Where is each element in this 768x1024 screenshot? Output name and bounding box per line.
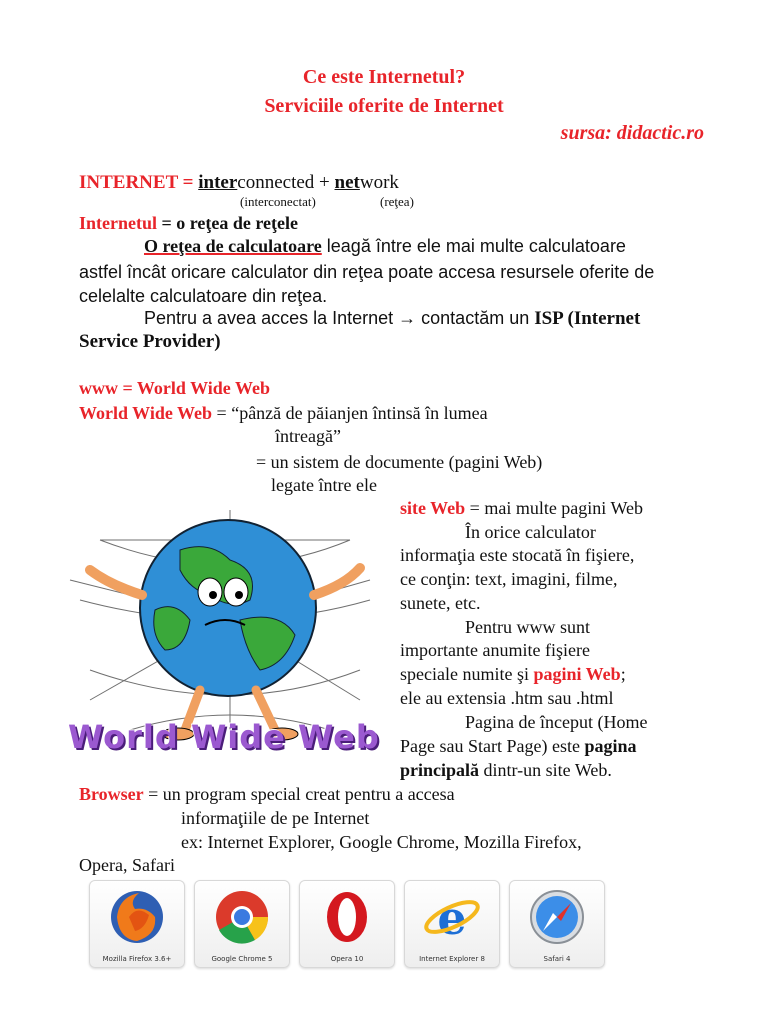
world-wide-web-caption: World Wide Web: [68, 718, 380, 756]
inter-prefix: inter: [198, 172, 238, 193]
para1-line3: celelalte calculatoare din reţea.: [79, 286, 328, 306]
www-definition-2: = un sistem de documente (pagini Web): [256, 452, 543, 472]
net-prefix: net: [334, 172, 360, 193]
safari-icon: [527, 887, 587, 947]
www-definition-2b: legate între ele: [271, 475, 377, 495]
connected-text: connected +: [237, 172, 335, 193]
www-p2: informaţia este stocată în fişiere,: [400, 545, 635, 565]
retea-calculatoare-term: O reţea de calculatoare: [144, 236, 322, 256]
para1-line1: [144, 236, 626, 257]
safari-caption: Safari 4: [543, 955, 571, 963]
para1-line2: astfel încât oricare calculator din reţea poate accesa resursele oferite de: [79, 262, 655, 282]
site-web-label: site Web: [400, 498, 466, 518]
page-subtitle: Serviciile oferite de Internet: [264, 95, 504, 117]
pagini-web-term: pagini Web: [533, 664, 621, 684]
browser-def-text: = un program special creat pentru a accesa: [143, 784, 455, 804]
internetul-definition: [79, 213, 298, 234]
pagina-term: pagina: [584, 736, 637, 756]
chrome-caption: Google Chrome 5: [211, 955, 273, 963]
firefox-caption: Mozilla Firefox 3.6+: [102, 955, 172, 963]
browser-label: Browser: [79, 784, 144, 804]
firefox-card: [89, 880, 185, 968]
www-p8: ele au extensia .htm sau .html: [400, 688, 614, 708]
www-p1: În orice calculator: [465, 522, 596, 542]
www-p9: Pagina de început (Home: [465, 712, 648, 732]
opera-icon: [317, 887, 377, 947]
chrome-card: [194, 880, 290, 968]
www-p11: [400, 760, 612, 781]
principala-term: principală: [400, 760, 480, 780]
www-p7-end: ;: [620, 664, 626, 684]
internetul-text: = o reţea de reţele: [157, 213, 299, 233]
isp-term: ISP (Internet: [534, 308, 641, 329]
site-web-text: = mai multe pagini Web: [465, 498, 644, 518]
browser-definition: [79, 784, 455, 805]
opera-card: [299, 880, 395, 968]
world-wide-web-image: [60, 500, 380, 770]
www-p6: importante anumite fişiere: [400, 640, 590, 660]
www-p7-text: speciale numite şi: [400, 664, 534, 684]
www-def-text: = “pânză de păianjen întinsă în lumea: [212, 403, 488, 423]
internet-etymology: [79, 172, 399, 194]
note-retea: (reţea): [380, 194, 414, 209]
www-label: World Wide Web: [79, 403, 213, 423]
www-p10-text: Page sau Start Page) este: [400, 736, 585, 756]
para2-text: Pentru a avea acces la Internet → contactăm un: [144, 308, 535, 328]
ie-icon: [422, 887, 482, 947]
para1-rest: leagă între ele mai multe calculatoare: [321, 236, 626, 256]
www-p10: [400, 736, 636, 757]
www-definition-1b: întreagă”: [275, 426, 341, 446]
para2-line1: [144, 308, 640, 330]
safari-card: [509, 880, 605, 968]
browser-examples-1: ex: Internet Explorer, Google Chrome, Mozilla Firefox,: [181, 832, 582, 852]
www-p3: ce conţin: text, imagini, filme,: [400, 569, 618, 589]
page-title: Ce este Internetul?: [302, 66, 466, 88]
www-p7: [400, 664, 626, 685]
internet-label: INTERNET =: [79, 172, 199, 193]
para2-line2: Service Provider): [79, 331, 221, 352]
site-web-definition: [400, 498, 643, 519]
www-heading: www = World Wide Web: [79, 378, 270, 398]
www-p4: sunete, etc.: [400, 593, 481, 613]
source-credit: sursa: didactic.ro: [560, 122, 704, 144]
browser-definition-2: informaţiile de pe Internet: [181, 808, 370, 828]
ie-card: [404, 880, 500, 968]
chrome-icon: [212, 887, 272, 947]
opera-caption: Opera 10: [330, 955, 364, 963]
ie-caption: Internet Explorer 8: [419, 955, 485, 963]
www-definition-1: [79, 403, 488, 424]
work-suffix: work: [359, 172, 399, 193]
note-interconectat: (interconectat): [240, 194, 316, 209]
www-p11-text: dintr-un site Web.: [479, 760, 612, 780]
www-p5: Pentru www sunt: [465, 617, 590, 637]
firefox-icon: [107, 887, 167, 947]
internetul-label: Internetul: [79, 213, 157, 233]
svg-text:e: e: [437, 891, 467, 945]
browser-examples-2: Opera, Safari: [79, 855, 175, 875]
